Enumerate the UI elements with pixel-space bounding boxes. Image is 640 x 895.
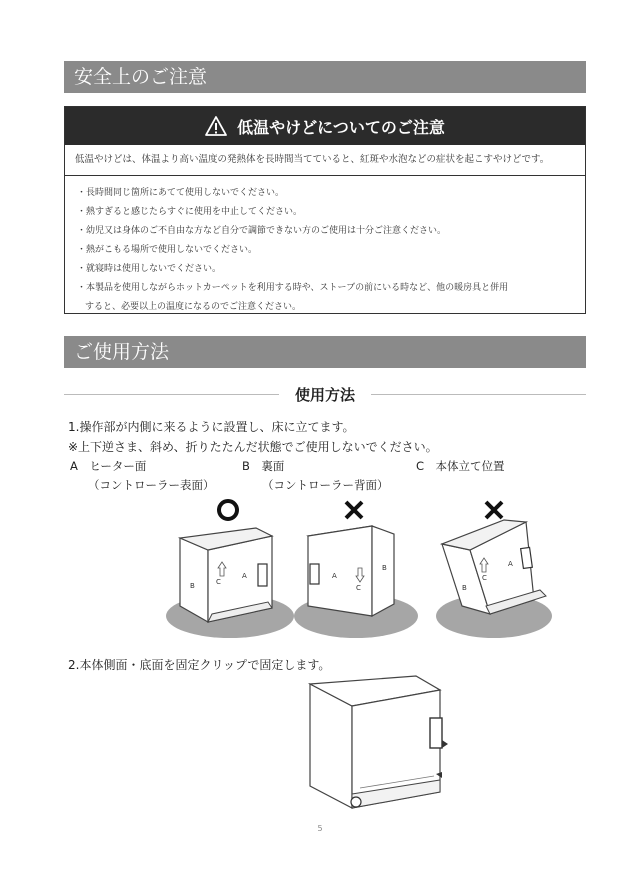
ok-circle-icon [219, 501, 237, 519]
divider-line [371, 394, 586, 395]
label-b: B 裏面 [242, 459, 285, 473]
notice-item-continued: すると、必要以上の温度になるのでご注意ください。 [85, 302, 302, 312]
warning-triangle-icon [205, 116, 227, 136]
step-1-text: 1.操作部が内側に来るように設置し、床に立てます。 [68, 420, 355, 434]
face-c-letter: C [356, 584, 361, 592]
section-header-usage [64, 336, 586, 368]
upside-down-placement-illustration [294, 498, 424, 648]
notice-item: ・就寝時は使用しないでください。 [77, 264, 222, 274]
usage-subtitle-text: 使用方法 [295, 385, 356, 404]
notice-list [65, 176, 585, 317]
controller-box [430, 718, 442, 748]
face-b-letter: B [382, 564, 387, 572]
ng-cross-icon [486, 502, 502, 518]
divider-line [64, 394, 279, 395]
face-a-letter: A [508, 560, 513, 568]
section-header-safety-text: 安全上のご注意 [74, 66, 208, 88]
face-a-letter: A [332, 572, 337, 580]
label-a: A ヒーター面 [70, 459, 147, 473]
fixing-clip-icon [351, 797, 361, 807]
face-a-letter: A [242, 572, 247, 580]
page-number: 5 [317, 824, 323, 833]
clip-fastening-illustration [300, 676, 460, 816]
notice-header [65, 107, 585, 145]
face-b-letter: B [190, 582, 195, 590]
face-c-letter: C [216, 578, 221, 586]
label-a-sub: （コントローラー表面） [88, 478, 215, 492]
fixing-clip-icon [442, 740, 448, 748]
section-header-usage-text: ご使用方法 [74, 341, 170, 363]
notice-item: ・熱すぎると感じたらすぐに使用を中止してください。 [77, 207, 303, 217]
notice-item: ・長時間同じ箇所にあてて使用しないでください。 [77, 188, 285, 198]
notice-summary: 低温やけどは、体温より高い温度の発熱体を長時間当てていると、紅斑や水泡などの症状を起こすやけどです。 [65, 145, 585, 176]
usage-subtitle [64, 382, 586, 406]
usage-warning-text: ※上下逆さま、斜め、折りたたんだ状態でご使用しないでください。 [68, 440, 438, 454]
low-temp-burn-notice [64, 106, 586, 314]
label-c: C 本体立て位置 [416, 459, 505, 473]
tilted-placement-illustration [436, 498, 566, 648]
label-b-sub: （コントローラー背面） [262, 478, 389, 492]
step-2-text: 2.本体側面・底面を固定クリップで固定します。 [68, 658, 331, 672]
ng-cross-icon [346, 502, 362, 518]
notice-item: ・本製品を使用しながらホットカーペットを利用する時や、ストーブの前にいる時など、他の暖房具と併用 [77, 283, 509, 293]
section-header-safety [64, 61, 586, 93]
notice-title: 低温やけどについてのご注意 [237, 117, 445, 137]
face-c-letter: C [482, 574, 487, 582]
notice-item: ・幼児又は身体のご不自由な方など自分で調節できない方のご使用は十分ご注意ください。 [77, 226, 447, 236]
correct-placement-illustration [160, 498, 290, 648]
notice-item: ・熱がこもる場所で使用しないでください。 [77, 245, 258, 255]
face-b-letter: B [462, 584, 467, 592]
